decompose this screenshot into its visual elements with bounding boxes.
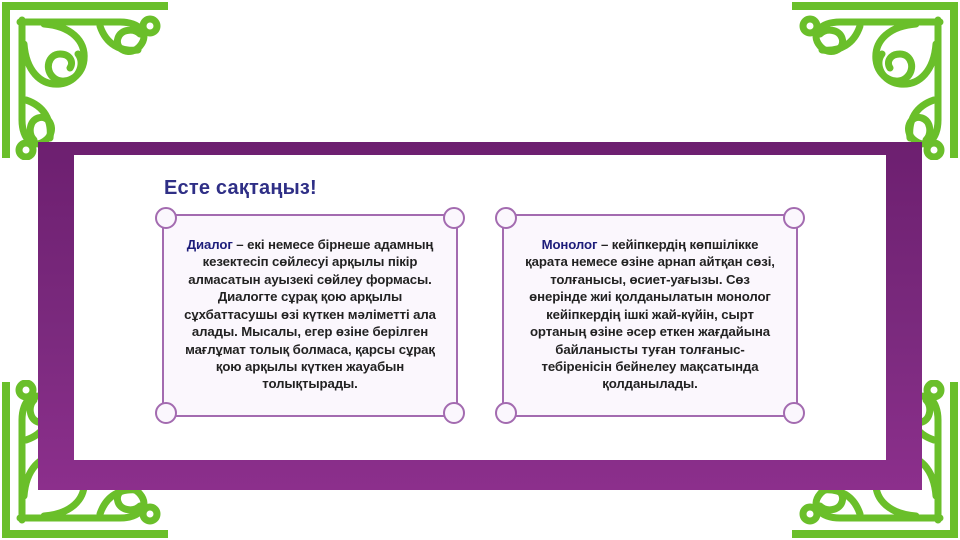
definition-body: екі немесе бірнеше адамның кезектесіп сөйлесуі арқылы пікір алмасатын ауызекі сөйлеу формасы. Диалогте сұрақ қою арқылы сұхбаттасушы өзі күткен мәліметті ала алады. Мысалы, егер өзіне берілген мағлұмат толық болмаса, қарсы сұрақ қою арқылы күткен жауабын толықтырады. [184,237,436,392]
definition-text [182,236,438,393]
scroll-curl-icon [155,402,177,424]
definition-text [522,236,778,393]
scroll-curl-icon [495,207,517,229]
scroll-curl-icon [155,207,177,229]
definition-term: Монолог [541,237,598,252]
definition-term: Диалог [186,237,233,252]
page-title: Есте сақтаңыз! [164,177,317,199]
definition-dash: – [597,237,612,252]
scroll-curl-icon [443,402,465,424]
definition-scroll-monolog [502,214,798,417]
scroll-curl-icon [783,207,805,229]
ornament-corner-top-right-icon [790,0,960,160]
scroll-curl-icon [783,402,805,424]
definition-body: кейіпкердің көпшілікке қарата немесе өзіне арнап айтқан сөзі, толғанысы, өсиет-уағызы. Сөз өнерінде жиі қолданылатын монолог кейіпкердің ішкі жай-күйін, сырт ортаның өзіне әсер еткен жағдайына байланысты туған толғаныс-тебіренісін бейнелеу мақсатында қолданылады. [525,237,775,392]
definition-dash: – [232,237,248,252]
scroll-curl-icon [443,207,465,229]
definition-scroll-dialog [162,214,458,417]
scroll-curl-icon [495,402,517,424]
content-card [74,155,886,460]
ornament-corner-top-left-icon [0,0,170,160]
scroll-container [100,214,860,417]
